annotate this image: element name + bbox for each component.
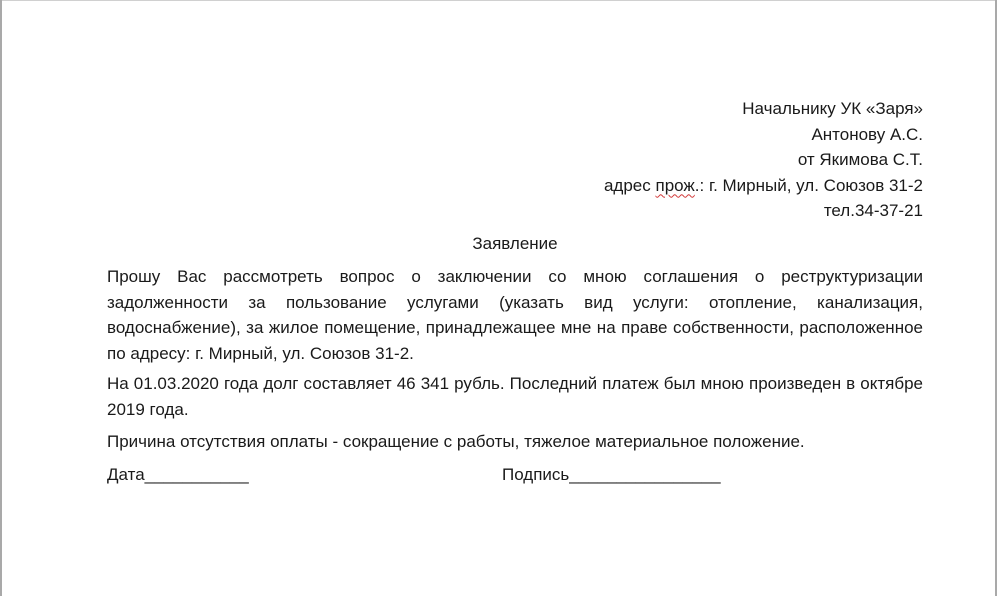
body-paragraph-debt: На 01.03.2020 года долг составляет 46 341 рубль. Последний платеж был мною произведен в октябре 2019 года. xyxy=(107,374,923,419)
sender-address-line xyxy=(604,173,923,199)
addressee-line-1: Начальнику УК «Заря» xyxy=(742,99,923,118)
addressee-block xyxy=(604,96,923,224)
address-rest: .: г. Мирный, ул. Союзов 31-2 xyxy=(694,175,923,195)
body-paragraph-reason: Причина отсутствия оплаты - сокращение с работы, тяжелое материальное положение. xyxy=(107,432,805,451)
date-field: Дата___________ xyxy=(107,465,249,484)
sender-phone-line: тел.34-37-21 xyxy=(823,201,923,220)
signature-row xyxy=(107,462,923,488)
page-top-border xyxy=(0,0,997,1)
address-prefix: адрес xyxy=(603,175,656,195)
sender-line: от Якимова С.Т. xyxy=(797,150,923,169)
spellcheck-flagged-word: прож xyxy=(655,175,695,195)
page-left-border xyxy=(0,0,2,596)
document-title: Заявление xyxy=(472,234,558,253)
signature-field: Подпись________________ xyxy=(502,465,721,484)
body-paragraph-request: Прошу Вас рассмотреть вопрос о заключении со мною соглашения о реструктуризации задолженности за пользование услугами (указать вид услуги: отопление, канализация, водоснабжение), за жилое помещение, принадлежащее мне на праве собственности, расположенное по адресу: г. Мирный, ул. Союзов 31-2. xyxy=(107,267,923,363)
addressee-line-2: Антонову А.С. xyxy=(811,124,923,144)
